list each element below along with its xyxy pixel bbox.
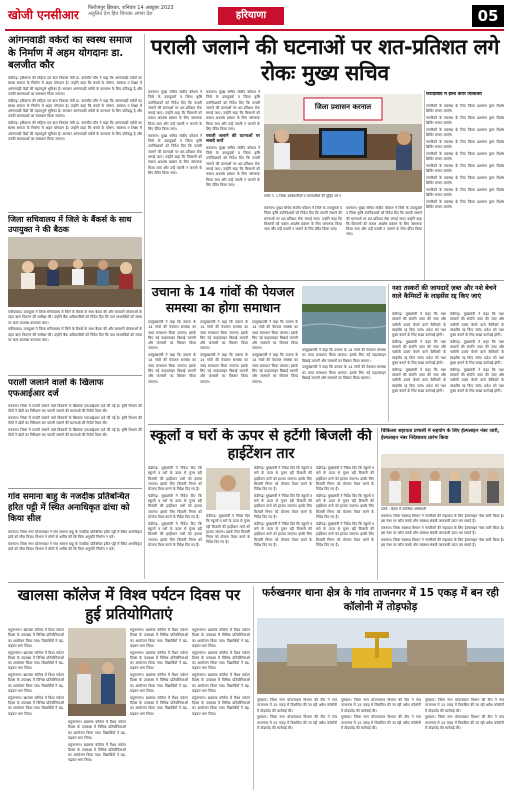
story-tajnagar-col3: गुरुग्राम। जिला नगर योजनाकार विभाग की टीम ने गांव ताजनगर में 15 एकड़ में विकसित की जा रही अवैध कॉलोनी में तोड़फोड़ की कार्रवाई की। गुरुग्राम। जिला नगर योजनाकार विभाग की टीम ने गांव ताजनगर में 15 एकड़ में विकसित की जा रही अवैध कॉलोनी में तोड़फोड़ की कार्रवाई की। [425,698,504,730]
masthead [0,0,509,30]
headline-uchana: उचाना के 14 गांवों की पेयजल समस्या का होगा समाधान [151,284,295,315]
headline-samana-bahu: गांव समाना बाहु के नजदीक प्रतिबन्धित हरित पट्टी में स्थित अनाधिकृत ढांचा को किया सील [8,492,130,524]
page-number: 05 [472,5,504,27]
lead-headline: पराली जलाने की घटनाओं पर शत-प्रतिशत लगे रोकः मुख्य सचिव [150,35,500,85]
story-drug-col1: चंडीगढ़। मुख्यमंत्री ने कहा कि नशा तस्करों की संपत्ति जब्त की जाए और नशीली दवाएं बेचने वाले कैमिस्टों के लाइसेंस रद्द किए जाएं। प्रदेश को नशा मुक्त बनाने के लिए सख्त कार्रवाई होगी। चंडीगढ़। मुख्यमंत्री ने कहा कि नशा तस्करों की संपत्ति जब्त की जाए और नशीली दवाएं बेचने वाले कैमिस्टों के लाइसेंस रद्द किए जाएं। प्रदेश को नशा मुक्त बनाने के लिए सख्त कार्रवाई होगी। चंडीगढ़। मुख्यमंत्री ने कहा कि नशा तस्करों की संपत्ति जब्त की जाए और नशीली दवाएं बेचने वाले कैमिस्टों के लाइसेंस रद्द किए जाएं। प्रदेश को नशा मुक्त बनाने के लिए सख्त कार्रवाई होगी। [392,312,446,393]
story-uchana-col1: उपमुख्यमंत्री ने कहा कि उचाना के 14 गांवों की पेयजल समस्या का जल्द समाधान किया जाएगा। इसके लिए नई पाइपलाइन बिछाई जाएगी और जलघरों का विस्तार किया जाएगा। उपमुख्यमंत्री ने कहा कि उचाना के 14 गांवों की पेयजल समस्या का जल्द समाधान किया जाएगा। इसके लिए नई पाइपलाइन बिछाई जाएगी और जलघरों का विस्तार किया जाएगा। [148,320,196,384]
section-tab: हरियाणा [218,7,284,25]
headline-drug-smugglers: नशा तस्करों की जायदादें ज़ब्त और नशे बेचने वाले कैमिस्टों के लाइसेंस रद्द किए जाएं [392,284,497,301]
headline-anganwadi: आंगनवाडी वर्करों का स्वस्थ समाज के निर्माण में अहम योगदानः डा. बलजीत कौर [8,35,132,71]
story-uchana-col4: उपमुख्यमंत्री ने कहा कि उचाना के 14 गांवों की पेयजल समस्या का जल्द समाधान किया जाएगा। इसके लिए नई पाइपलाइन बिछाई जाएगी और जलघरों का विस्तार किया जाएगा। उपमुख्यमंत्री ने कहा कि उचाना के 14 गांवों की पेयजल समस्या का जल्द समाधान किया जाएगा। इसके लिए नई पाइपलाइन बिछाई जाएगी और जलघरों का विस्तार किया जाएगा। [302,348,386,380]
demolition-photo [257,618,504,694]
lead-body-col3: करनाल। मुख्य सचिव संजीव कौशल ने जिले के उपायुक्तों व जिला कृषि उपनिदेशकों को निर्देश दिए कि पराली जलाने की घटनाओं पर शत-प्रतिशत रोक लगाई जाए। उन्होंने कहा कि किसानों को फसल अवशेष प्रबंधन के लिए जागरूक किया जाए और उन्हें पराली न जलाने के लिए प्रेरित किया जाए। [264,206,342,232]
helpline-group-photo [381,454,504,506]
story-electric-col4: चंडीगढ़। मुख्यमंत्री ने निर्देश दिए कि स्कूलों व घरों के ऊपर से गुजर रही बिजली की हाईटेंशन तारों को हटाया जाएगा। इसके लिए बिजली निगम को योजना तैयार करने के निर्देश दिए गए हैं। चंडीगढ़। मुख्यमंत्री ने निर्देश दिए कि स्कूलों व घरों के ऊपर से गुजर रही बिजली की हाईटेंशन तारों को हटाया जाएगा। इसके लिए बिजली निगम को योजना तैयार करने के निर्देश दिए गए हैं। चंडीगढ़। मुख्यमंत्री ने निर्देश दिए कि स्कूलों व घरों के ऊपर से गुजर रही बिजली की हाईटेंशन तारों को हटाया जाएगा। इसके लिए बिजली निगम को योजना तैयार करने के निर्देश दिए गए हैं। [316,466,374,547]
story-uchana-col3: उपमुख्यमंत्री ने कहा कि उचाना के 14 गांवों की पेयजल समस्या का जल्द समाधान किया जाएगा। इसके लिए नई पाइपलाइन बिछाई जाएगी और जलघरों का विस्तार किया जाएगा। उपमुख्यमंत्री ने कहा कि उचाना के 14 गांवों की पेयजल समस्या का जल्द समाधान किया जाएगा। इसके लिए नई पाइपलाइन बिछाई जाएगी और जलघरों का विस्तार किया जाएगा। [252,320,298,384]
story-electric-col3: चंडीगढ़। मुख्यमंत्री ने निर्देश दिए कि स्कूलों व घरों के ऊपर से गुजर रही बिजली की हाईटेंशन तारों को हटाया जाएगा। इसके लिए बिजली निगम को योजना तैयार करने के निर्देश दिए गए हैं। चंडीगढ़। मुख्यमंत्री ने निर्देश दिए कि स्कूलों व घरों के ऊपर से गुजर रही बिजली की हाईटेंशन तारों को हटाया जाएगा। इसके लिए बिजली निगम को योजना तैयार करने के निर्देश दिए गए हैं। चंडीगढ़। मुख्यमंत्री ने निर्देश दिए कि स्कूलों व घरों के ऊपर से गुजर रही बिजली की हाईटेंशन तारों को हटाया जाएगा। इसके लिए बिजली निगम को योजना तैयार करने के निर्देश दिए गए हैं। [254,466,312,547]
office-sign-text: जिला प्रशासन करनाल [314,103,372,111]
brand-logo: खोजी एनसीआर [8,8,79,22]
story-khalsa-col3: यमुनानगर। खालसा कॉलेज में विश्व पर्यटन दिवस के उपलक्ष्य में विभिन्न प्रतियोगिताओं का आयोजन किया गया। विद्यार्थियों ने बढ़-चढ़कर भाग लिया। यमुनानगर। खालसा कॉलेज में विश्व पर्यटन दिवस के उपलक्ष्य में विभिन्न प्रतियोगिताओं का आयोजन किया गया। विद्यार्थियों ने बढ़-चढ़कर भाग लिया। यमुनानगर। खालसा कॉलेज में विश्व पर्यटन दिवस के उपलक्ष्य में विभिन्न प्रतियोगिताओं का आयोजन किया गया। विद्यार्थियों ने बढ़-चढ़कर भाग लिया। यमुनानगर। खालसा कॉलेज में विश्व पर्यटन दिवस के उपलक्ष्य में विभिन्न प्रतियोगिताओं का आयोजन किया गया। विद्यार्थियों ने बढ़-चढ़कर भाग लिया। [130,628,188,716]
helpline-photo-caption: फोटो : बैठक में उपस्थित अधिकारी [381,507,427,511]
story-drug-col2: चंडीगढ़। मुख्यमंत्री ने कहा कि नशा तस्करों की संपत्ति जब्त की जाए और नशीली दवाएं बेचने वाले कैमिस्टों के लाइसेंस रद्द किए जाएं। प्रदेश को नशा मुक्त बनाने के लिए सख्त कार्रवाई होगी। चंडीगढ़। मुख्यमंत्री ने कहा कि नशा तस्करों की संपत्ति जब्त की जाए और नशीली दवाएं बेचने वाले कैमिस्टों के लाइसेंस रद्द किए जाएं। प्रदेश को नशा मुक्त बनाने के लिए सख्त कार्रवाई होगी। चंडीगढ़। मुख्यमंत्री ने कहा कि नशा तस्करों की संपत्ति जब्त की जाए और नशीली दवाएं बेचने वाले कैमिस्टों के लाइसेंस रद्द किए जाएं। प्रदेश को नशा मुक्त बनाने के लिए सख्त कार्रवाई होगी। [450,312,504,393]
headline-fir: पराली जलाने वालों के खिलाफ एफआईआर दर्ज [8,378,104,399]
khalsa-students-photo [68,628,126,716]
headline-health-care: फरीदाबाद में हेल्थ केयर चिकित्सा [426,92,482,97]
headline-high-tension: स्कूलों व घरों के ऊपर से हटेंगी बिजली की हाईटेंशन तार [150,428,372,462]
dateline: फिरोजपुर झिरका, शनिवार 14 अक्टूबर 2023 अतुलित देश हित चिन्तक अपना देश [88,5,174,17]
lead-intro-col2: करनाल। मुख्य सचिव संजीव कौशल ने जिले के उपायुक्तों व जिला कृषि उपनिदेशकों को निर्देश दिए कि पराली जलाने की घटनाओं पर शत-प्रतिशत रोक लगाई जाए। उन्होंने कहा कि किसानों को फसल अवशेष प्रबंधन के लिए जागरूक किया जाए और उन्हें पराली न जलाने के लिए प्रेरित किया जाए। पराली जलाने की घटनाओं पर सख्ती बरतें करनाल। मुख्य सचिव संजीव कौशल ने जिले के उपायुक्तों व जिला कृषि उपनिदेशकों को निर्देश दिए कि पराली जलाने की घटनाओं पर शत-प्रतिशत रोक लगाई जाए। उन्होंने कहा कि किसानों को फसल अवशेष प्रबंधन के लिए जागरूक किया जाए और उन्हें पराली न जलाने के लिए प्रेरित किया जाए। [206,90,260,187]
lead-intro-col1: करनाल। मुख्य सचिव संजीव कौशल ने जिले के उपायुक्तों व जिला कृषि उपनिदेशकों को निर्देश दिए कि पराली जलाने की घटनाओं पर शत-प्रतिशत रोक लगाई जाए। उन्होंने कहा कि किसानों को फसल अवशेष प्रबंधन के लिए जागरूक किया जाए और उन्हें पराली न जलाने के लिए प्रेरित किया जाए। करनाल। मुख्य सचिव संजीव कौशल ने जिले के उपायुक्तों व जिला कृषि उपनिदेशकों को निर्देश दिए कि पराली जलाने की घटनाओं पर शत-प्रतिशत रोक लगाई जाए। उन्होंने कहा कि किसानों को फसल अवशेष प्रबंधन के लिए जागरूक किया जाए और उन्हें पराली न जलाने के लिए प्रेरित किया जाए। [148,90,202,175]
lead-body-col4: करनाल। मुख्य सचिव संजीव कौशल ने जिले के उपायुक्तों व जिला कृषि उपनिदेशकों को निर्देश दिए कि पराली जलाने की घटनाओं पर शत-प्रतिशत रोक लगाई जाए। उन्होंने कहा कि किसानों को फसल अवशेष प्रबंधन के लिए जागरूक किया जाए और उन्हें पराली न जलाने के लिए प्रेरित किया जाए। [346,206,422,237]
masthead-rule [5,29,504,31]
headline-tajnagar-colony: फर्रुखनगर थाना क्षेत्र के गांव ताजनगर में 15 एकड़ में बन रही कॉलोनी में तोड़फोड़ [262,587,499,613]
lead-photo-office [264,94,422,192]
story-uchana-col2: उपमुख्यमंत्री ने कहा कि उचाना के 14 गांवों की पेयजल समस्या का जल्द समाधान किया जाएगा। इसके लिए नई पाइपलाइन बिछाई जाएगी और जलघरों का विस्तार किया जाएगा। उपमुख्यमंत्री ने कहा कि उचाना के 14 गांवों की पेयजल समस्या का जल्द समाधान किया जाएगा। इसके लिए नई पाइपलाइन बिछाई जाएगी और जलघरों का विस्तार किया जाएगा। [200,320,248,384]
story-anganwadi: चंडीगढ़। हरियाणा की महिला एवं बाल विकास मंत्री डा. बलजीत कौर ने कहा कि आंगनवाड़ी वर्करों का स्वस्थ समाज के निर्माण में अहम योगदान है। उन्होंने कहा कि बच्चों के पोषण, स्वास्थ्य व शिक्षा में आंगनवाड़ी केंद्रों की महत्वपूर्ण भूमिका है। सरकार आंगनवाड़ी वर्करों के कल्याण के लिए प्रतिबद्ध है और उनकी समस्याओं का समाधान किया जाएगा। चंडीगढ़। हरियाणा की महिला एवं बाल विकास मंत्री डा. बलजीत कौर ने कहा कि आंगनवाड़ी वर्करों का स्वस्थ समाज के निर्माण में अहम योगदान है। उन्होंने कहा कि बच्चों के पोषण, स्वास्थ्य व शिक्षा में आंगनवाड़ी केंद्रों की महत्वपूर्ण भूमिका है। सरकार आंगनवाड़ी वर्करों के कल्याण के लिए प्रतिबद्ध है और उनकी समस्याओं का समाधान किया जाएगा। चंडीगढ़। हरियाणा की महिला एवं बाल विकास मंत्री डा. बलजीत कौर ने कहा कि आंगनवाड़ी वर्करों का स्वस्थ समाज के निर्माण में अहम योगदान है। उन्होंने कहा कि बच्चों के पोषण, स्वास्थ्य व शिक्षा में आंगनवाड़ी केंद्रों की महत्वपूर्ण भूमिका है। सरकार आंगनवाड़ी वर्करों के कल्याण के लिए प्रतिबद्ध है और उनकी समस्याओं का समाधान किया जाएगा। [8,76,142,142]
story-tajnagar-col1: गुरुग्राम। जिला नगर योजनाकार विभाग की टीम ने गांव ताजनगर में 15 एकड़ में विकसित की जा रही अवैध कॉलोनी में तोड़फोड़ की कार्रवाई की। गुरुग्राम। जिला नगर योजनाकार विभाग की टीम ने गांव ताजनगर में 15 एकड़ में विकसित की जा रही अवैध कॉलोनी में तोड़फोड़ की कार्रवाई की। [257,698,337,730]
headline-khalsa-college: खालसा कॉलेज में विश्व पर्यटन दिवस पर हुई प्रतियोगिताएं [17,586,241,623]
headline-bankers: जिला सचिवालय में जिले के बैंकर्स के साथ उपायुक्त ने की बैठक [8,215,132,234]
story-tajnagar-col2: गुरुग्राम। जिला नगर योजनाकार विभाग की टीम ने गांव ताजनगर में 15 एकड़ में विकसित की जा रही अवैध कॉलोनी में तोड़फोड़ की कार्रवाई की। गुरुग्राम। जिला नगर योजनाकार विभाग की टीम ने गांव ताजनगर में 15 एकड़ में विकसित की जा रही अवैध कॉलोनी में तोड़फोड़ की कार्रवाई की। [341,698,421,730]
lead-photo-caption: फोटो न. 1 जिला अधिकारियों व कर्मचारियों की मुहिम को ग [264,194,342,198]
story-health-care: नागरिकों के स्वास्थ्य के लिए जिला प्रशासन द्वारा विशेष शिविर लगाए जाएंगे। नागरिकों के स्वास्थ्य के लिए जिला प्रशासन द्वारा विशेष शिविर लगाए जाएंगे। नागरिकों के स्वास्थ्य के लिए जिला प्रशासन द्वारा विशेष शिविर लगाए जाएंगे। नागरिकों के स्वास्थ्य के लिए जिला प्रशासन द्वारा विशेष शिविर लगाए जाएंगे। नागरिकों के स्वास्थ्य के लिए जिला प्रशासन द्वारा विशेष शिविर लगाए जाएंगे। नागरिकों के स्वास्थ्य के लिए जिला प्रशासन द्वारा विशेष शिविर लगाए जाएंगे। नागरिकों के स्वास्थ्य के लिए जिला प्रशासन द्वारा विशेष शिविर लगाए जाएंगे। नागरिकों के स्वास्थ्य के लिए जिला प्रशासन द्वारा विशेष शिविर लगाए जाएंगे। नागरिकों के स्वास्थ्य के लिए जिला प्रशासन द्वारा विशेष शिविर लगाए जाएंगे। [426,104,504,210]
story-samana-bahu: करनाल। जिला नगर योजनाकार ने गांव समाना बाहु के नजदीक प्रतिबंधित हरित पट्टी में स्थित अनाधिकृत ढांचे को सील किया। विभाग ने लोगों से अपील की कि बिना अनुमति निर्माण न करें। करनाल। जिला नगर योजनाकार ने गांव समाना बाहु के नजदीक प्रतिबंधित हरित पट्टी में स्थित अनाधिकृत ढांचे को सील किया। विभाग ने लोगों से अपील की कि बिना अनुमति निर्माण न करें। [8,530,142,552]
bankers-meeting-photo [8,237,142,307]
story-khalsa-col1: यमुनानगर। खालसा कॉलेज में विश्व पर्यटन दिवस के उपलक्ष्य में विभिन्न प्रतियोगिताओं का आयोजन किया गया। विद्यार्थियों ने बढ़-चढ़कर भाग लिया। यमुनानगर। खालसा कॉलेज में विश्व पर्यटन दिवस के उपलक्ष्य में विभिन्न प्रतियोगिताओं का आयोजन किया गया। विद्यार्थियों ने बढ़-चढ़कर भाग लिया। यमुनानगर। खालसा कॉलेज में विश्व पर्यटन दिवस के उपलक्ष्य में विभिन्न प्रतियोगिताओं का आयोजन किया गया। विद्यार्थियों ने बढ़-चढ़कर भाग लिया। यमुनानगर। खालसा कॉलेज में विश्व पर्यटन दिवस के उपलक्ष्य में विभिन्न प्रतियोगिताओं का आयोजन किया गया। विद्यार्थियों ने बढ़-चढ़कर भाग लिया। [8,628,64,716]
story-bankers: फरीदाबाद। उपायुक्त ने जिला सचिवालय में जिले के बैंकर्स के साथ बैठक की और सरकारी योजनाओं के तहत ऋण वितरण की समीक्षा की। उन्होंने बैंक अधिकारियों को निर्देश दिए कि पात्र लाभार्थियों को समय पर ऋण उपलब्ध करवाया जाए। फरीदाबाद। उपायुक्त ने जिला सचिवालय में जिले के बैंकर्स के साथ बैठक की और सरकारी योजनाओं के तहत ऋण वितरण की समीक्षा की। उन्होंने बैंक अधिकारियों को निर्देश दिए कि पात्र लाभार्थियों को समय पर ऋण उपलब्ध करवाया जाए। [8,310,142,342]
story-khalsa-col4: यमुनानगर। खालसा कॉलेज में विश्व पर्यटन दिवस के उपलक्ष्य में विभिन्न प्रतियोगिताओं का आयोजन किया गया। विद्यार्थियों ने बढ़-चढ़कर भाग लिया। यमुनानगर। खालसा कॉलेज में विश्व पर्यटन दिवस के उपलक्ष्य में विभिन्न प्रतियोगिताओं का आयोजन किया गया। विद्यार्थियों ने बढ़-चढ़कर भाग लिया। यमुनानगर। खालसा कॉलेज में विश्व पर्यटन दिवस के उपलक्ष्य में विभिन्न प्रतियोगिताओं का आयोजन किया गया। विद्यार्थियों ने बढ़-चढ़कर भाग लिया। यमुनानगर। खालसा कॉलेज में विश्व पर्यटन दिवस के उपलक्ष्य में विभिन्न प्रतियोगिताओं का आयोजन किया गया। विद्यार्थियों ने बढ़-चढ़कर भाग लिया। [192,628,250,716]
story-helpline: करनाल। जिला स्वास्थ्य विभाग ने नागरिकों की सहायता के लिए हेल्पलाइन नंबर जारी किया है। इस नंबर पर कॉल करके लोग स्वास्थ्य संबंधी जानकारी प्राप्त कर सकते हैं। करनाल। जिला स्वास्थ्य विभाग ने नागरिकों की सहायता के लिए हेल्पलाइन नंबर जारी किया है। इस नंबर पर कॉल करके लोग स्वास्थ्य संबंधी जानकारी प्राप्त कर सकते हैं। करनाल। जिला स्वास्थ्य विभाग ने नागरिकों की सहायता के लिए हेल्पलाइन नंबर जारी किया है। इस नंबर पर कॉल करके लोग स्वास्थ्य संबंधी जानकारी प्राप्त कर सकते हैं। [381,514,504,548]
story-khalsa-col2: यमुनानगर। खालसा कॉलेज में विश्व पर्यटन दिवस के उपलक्ष्य में विभिन्न प्रतियोगिताओं का आयोजन किया गया। विद्यार्थियों ने बढ़-चढ़कर भाग लिया। यमुनानगर। खालसा कॉलेज में विश्व पर्यटन दिवस के उपलक्ष्य में विभिन्न प्रतियोगिताओं का आयोजन किया गया। विद्यार्थियों ने बढ़-चढ़कर भाग लिया। [68,720,126,763]
story-electric-col2: चंडीगढ़। मुख्यमंत्री ने निर्देश दिए कि स्कूलों व घरों के ऊपर से गुजर रही बिजली की हाईटेंशन तारों को हटाया जाएगा। इसके लिए बिजली निगम को योजना तैयार करने के निर्देश दिए गए हैं। [206,514,250,545]
headline-helpline: चिकित्सा सहायता प्रणाली में सहयोग के लिए हेल्पलाइन नंबर जारी, हेल्पलाइन नंबर निदेशालय प्रारंभ किया [381,428,500,441]
river-photo [302,286,386,344]
story-fir: करनाल। जिला में पराली जलाने वाले किसानों के खिलाफ एफआईआर दर्ज की गई है। कृषि विभाग की टीमों ने खेतों का निरीक्षण कर पराली जलाने की घटनाओं की रिपोर्ट तैयार की। करनाल। जिला में पराली जलाने वाले किसानों के खिलाफ एफआईआर दर्ज की गई है। कृषि विभाग की टीमों ने खेतों का निरीक्षण कर पराली जलाने की घटनाओं की रिपोर्ट तैयार की। करनाल। जिला में पराली जलाने वाले किसानों के खिलाफ एफआईआर दर्ज की गई है। कृषि विभाग की टीमों ने खेतों का निरीक्षण कर पराली जलाने की घटनाओं की रिपोर्ट तैयार की। [8,404,142,438]
electric-minister-photo [206,468,250,510]
story-electric-col1: चंडीगढ़। मुख्यमंत्री ने निर्देश दिए कि स्कूलों व घरों के ऊपर से गुजर रही बिजली की हाईटेंशन तारों को हटाया जाएगा। इसके लिए बिजली निगम को योजना तैयार करने के निर्देश दिए गए हैं। चंडीगढ़। मुख्यमंत्री ने निर्देश दिए कि स्कूलों व घरों के ऊपर से गुजर रही बिजली की हाईटेंशन तारों को हटाया जाएगा। इसके लिए बिजली निगम को योजना तैयार करने के निर्देश दिए गए हैं। चंडीगढ़। मुख्यमंत्री ने निर्देश दिए कि स्कूलों व घरों के ऊपर से गुजर रही बिजली की हाईटेंशन तारों को हटाया जाएगा। इसके लिए बिजली निगम को योजना तैयार करने के निर्देश दिए गए हैं। [148,466,202,547]
